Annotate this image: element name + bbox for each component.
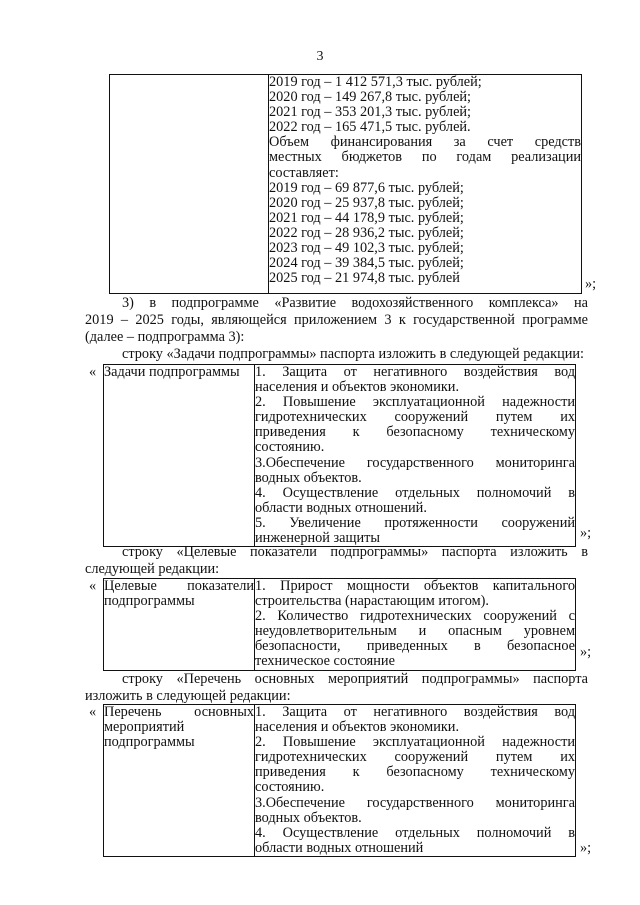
task-line: 4. Осуществление отдельных полномочий в [255, 484, 575, 501]
financing-line: 2019 год – 69 877,6 тыс. рублей; [269, 179, 464, 196]
financing-line: 2023 год – 49 102,3 тыс. рублей; [269, 240, 464, 257]
instruction-line: строку «Задачи подпрограммы» паспорта изложить в следующей редакции: [122, 346, 585, 362]
activity-line: 1. Защита от негативного воздействия вод [255, 704, 575, 720]
tasks-label-cell [104, 365, 255, 547]
activities-label: Перечень основных [104, 704, 254, 720]
opening-quote: « [89, 578, 97, 594]
opening-quote: « [89, 364, 97, 380]
financing-line: местных бюджетов по годам реализации [269, 149, 581, 166]
task-line: инженерной защиты [255, 530, 381, 547]
opening-quote: « [89, 704, 97, 720]
financing-line: Объем финансирования за счет средств [269, 134, 581, 151]
financing-line: 2025 год – 21 974,8 тыс. рублей [269, 270, 460, 287]
instruction-line: строку «Целевые показатели подпрограммы» паспорта изложить в [122, 544, 588, 560]
tasks-label: Задачи подпрограммы [104, 364, 240, 380]
instruction-line: изложить в следующей редакции: [85, 688, 291, 704]
task-line: 1. Защита от негативного воздействия вод [255, 364, 575, 380]
activities-content-cell [255, 705, 576, 857]
task-line: водных объектов. [255, 469, 362, 486]
activity-line: водных объектов. [255, 809, 362, 826]
paragraph-line: 2019 – 2025 годы, являющейся приложением 3 к государственной программе [85, 312, 588, 328]
indicators-content-cell [255, 579, 576, 671]
financing-line: 2021 год – 44 178,9 тыс. рублей; [269, 209, 464, 226]
activities-label: мероприятий [104, 719, 185, 736]
task-line: 2. Повышение эксплуатационной надежности [255, 394, 575, 411]
instruction-line: строку «Перечень основных мероприятий подпрограммы» паспорта [122, 671, 588, 687]
indicators-label: Целевые показатели [104, 578, 254, 594]
activity-line: 3.Обеспечение государственного мониторинга [255, 794, 575, 811]
indicator-line: безопасности, приведенных в безопасное [255, 638, 575, 655]
task-line: гидротехнических сооружений путем их [255, 409, 575, 426]
task-line: области водных отношений. [255, 499, 427, 516]
task-line: населения и объектов экономики. [255, 379, 460, 396]
closing-quote: »; [580, 525, 592, 541]
activity-line: 2. Повышение эксплуатационной надежности [255, 734, 575, 751]
tasks-content-cell [255, 365, 576, 547]
financing-line: 2022 год – 28 936,2 тыс. рублей; [269, 224, 464, 241]
indicator-line: техническое состояние [255, 653, 395, 670]
indicators-table [103, 578, 576, 671]
activities-label-cell [104, 705, 255, 857]
financing-line: 2021 год – 353 201,3 тыс. рублей; [269, 104, 472, 121]
activity-line: 4. Осуществление отдельных полномочий в [255, 824, 575, 841]
page-number: 3 [316, 49, 324, 64]
financing-line: 2024 год – 39 384,5 тыс. рублей; [269, 255, 464, 272]
closing-quote: »; [580, 840, 592, 856]
instruction-line: следующей редакции: [85, 561, 220, 577]
task-line: 3.Обеспечение государственного мониторинга [255, 454, 575, 471]
paragraph-line: (далее – подпрограмма 3): [85, 329, 245, 345]
activity-line: населения и объектов экономики. [255, 719, 460, 736]
financing-line: 2020 год – 149 267,8 тыс. рублей; [269, 89, 472, 106]
indicators-label-cell [104, 579, 255, 671]
activity-line: гидротехнических сооружений путем их [255, 749, 575, 766]
indicator-line: 2. Количество гидротехнических сооружений с [255, 608, 575, 625]
indicator-line: неудовлетворительным и опасным уровнем [255, 623, 575, 640]
activities-table [103, 704, 576, 857]
financing-line: составляет: [269, 164, 339, 181]
indicators-label: подпрограммы [104, 593, 195, 610]
activity-line: приведения к безопасному техническому [255, 764, 575, 781]
financing-table-left-cell [110, 75, 269, 294]
activity-line: состоянию. [255, 779, 325, 796]
activity-line: области водных отношений [255, 839, 424, 856]
financing-table-right-cell [269, 75, 582, 294]
financing-table [109, 74, 582, 294]
closing-quote: »; [585, 276, 597, 292]
financing-line: 2019 год – 1 412 571,3 тыс. рублей; [269, 74, 482, 90]
task-line: состоянию. [255, 439, 325, 456]
financing-line: 2022 год – 165 471,5 тыс. рублей. [269, 119, 471, 136]
financing-line: 2020 год – 25 937,8 тыс. рублей; [269, 194, 464, 211]
indicator-line: строительства (нарастающим итогом). [255, 593, 489, 610]
task-line: приведения к безопасному техническому [255, 424, 575, 441]
activities-label: подпрограммы [104, 734, 195, 751]
task-line: 5. Увеличение протяженности сооружений [255, 514, 575, 531]
tasks-table [103, 364, 576, 547]
indicator-line: 1. Прирост мощности объектов капитального [255, 578, 575, 594]
closing-quote: »; [580, 644, 592, 660]
paragraph-line: 3) в подпрограмме «Развитие водохозяйственного комплекса» на [122, 295, 588, 311]
